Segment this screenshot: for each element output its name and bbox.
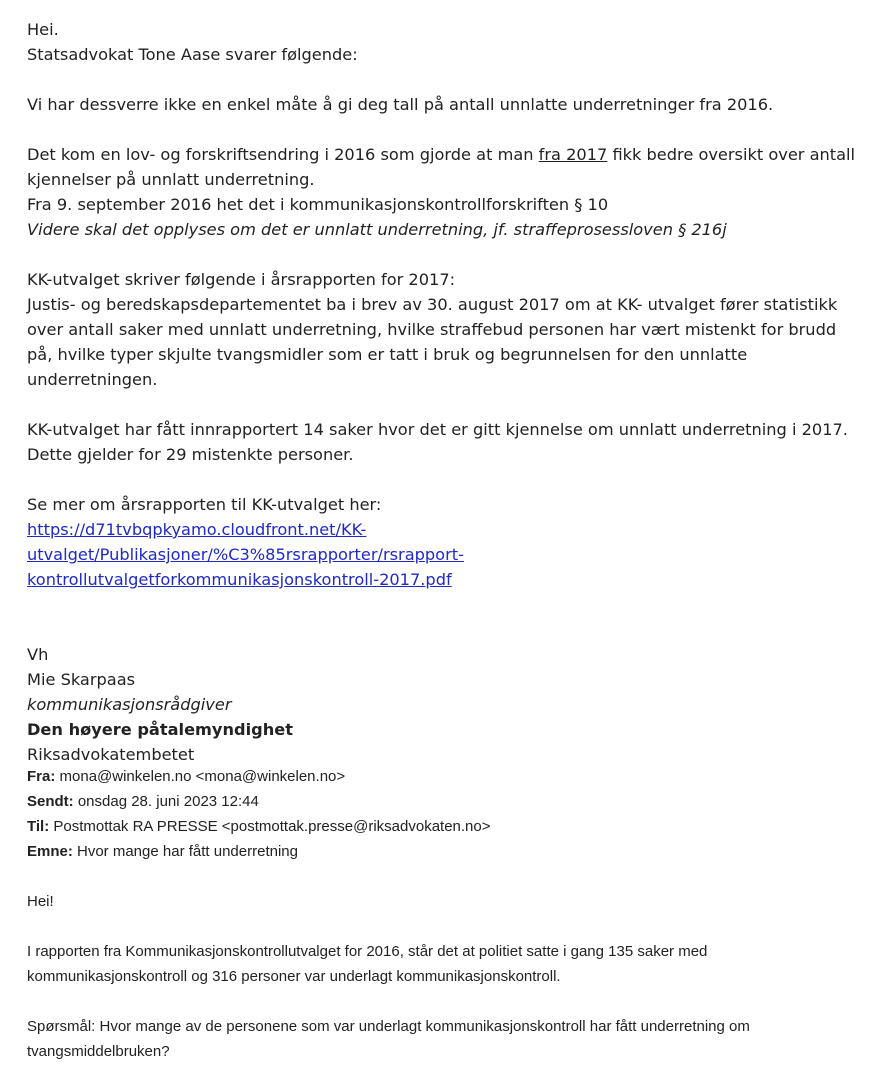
reply-paragraph-2 [27,142,857,192]
signature-closing: Vh [27,645,49,664]
reply-intro: Statsadvokat Tone Aase svarer følgende: [27,45,358,64]
reply-paragraph-2-line-2: Fra 9. september 2016 het det i kommunikasjonskontrollforskriften § 10 [27,195,609,214]
reply-greeting: Hei. [27,20,59,39]
header-subject-label: Emne: [27,843,73,860]
header-from-value: mona@winkelen.no <mona@winkelen.no> [55,768,346,785]
reply-paragraph-3-body: Justis- og beredskapsdepartementet ba i brev av 30. august 2017 om at KK- utvalget fører statistikk over antall saker med unnlatt underretning, hvilke straffebud personen har vært mistenkt for brudd på, hvilke typer skjulte tvangsmidler som er tatt i bruk og begrunnelsen for den unnlatte underretningen. [27,295,838,389]
signature-organization-bold: Den høyere påtalemyndighet [27,720,293,739]
header-to-value: Postmottak RA PRESSE <postmottak.presse@riksadvokaten.no> [49,818,491,835]
reply-paragraph-2-text-a: Det kom en lov- og forskriftsendring i 2016 som gjorde at man [27,145,539,164]
reply-message-body [27,17,857,767]
header-sent-value: onsdag 28. juni 2023 12:44 [73,793,259,810]
original-question: Spørsmål: Hvor mange av de personene som var underlagt kommunikasjonskontroll har fått underretning om tvangsmiddelbruken? [27,1018,750,1060]
header-sent [27,789,857,814]
annual-report-link-line-2: utvalget/Publikasjoner/%C3%85rsrapporter/rsrapport- [27,545,464,564]
reply-paragraph-5-intro: Se mer om årsrapporten til KK-utvalget her: [27,495,382,514]
original-paragraph-1: I rapporten fra Kommunikasjonskontrollutvalget for 2016, står det at politiet satte i gang 135 saker med kommunikasjonskontroll og 316 personer var underlagt kommunikasjonskontroll. [27,943,708,985]
reply-paragraph-1: Vi har dessverre ikke en enkel måte å gi deg tall på antall unnlatte underretninger fra 2016. [27,95,774,114]
header-to-label: Til: [27,818,50,835]
annual-report-link-line-3: kontrollutvalgetforkommunikasjonskontroll-2017.pdf [27,570,452,589]
reply-paragraph-4: KK-utvalget har fått innrapportert 14 saker hvor det er gitt kjennelse om unnlatt underretning i 2017. Dette gjelder for 29 mistenkte personer. [27,420,848,464]
original-message [27,764,857,1064]
reply-paragraph-2-text-b: fikk bedre oversikt over antall kjennelser på unnlatt underretning. [27,145,856,189]
signature [27,642,857,767]
annual-report-link-line-1: https://d71tvbqpkyamo.cloudfront.net/KK- [27,520,367,539]
signature-name: Mie Skarpaas [27,670,136,689]
original-greeting: Hei! [27,893,54,910]
annual-report-link[interactable] [27,520,464,589]
header-sent-label: Sendt: [27,793,74,810]
header-from-label: Fra: [27,768,56,785]
header-to [27,814,857,839]
header-subject [27,839,857,864]
signature-organization: Riksadvokatembetet [27,745,195,764]
header-from [27,764,857,789]
reply-paragraph-2-quote: Videre skal det opplyses om det er unnlatt underretning, jf. straffeprosessloven § 216j [27,220,727,239]
signature-role: kommunikasjonsrådgiver [27,695,232,714]
original-message-header [27,764,857,864]
reply-paragraph-2-underlined: fra 2017 [538,145,608,164]
header-subject-value: Hvor mange har fått underretning [72,843,298,860]
reply-paragraph-3-intro: KK-utvalget skriver følgende i årsrapporten for 2017: [27,270,456,289]
